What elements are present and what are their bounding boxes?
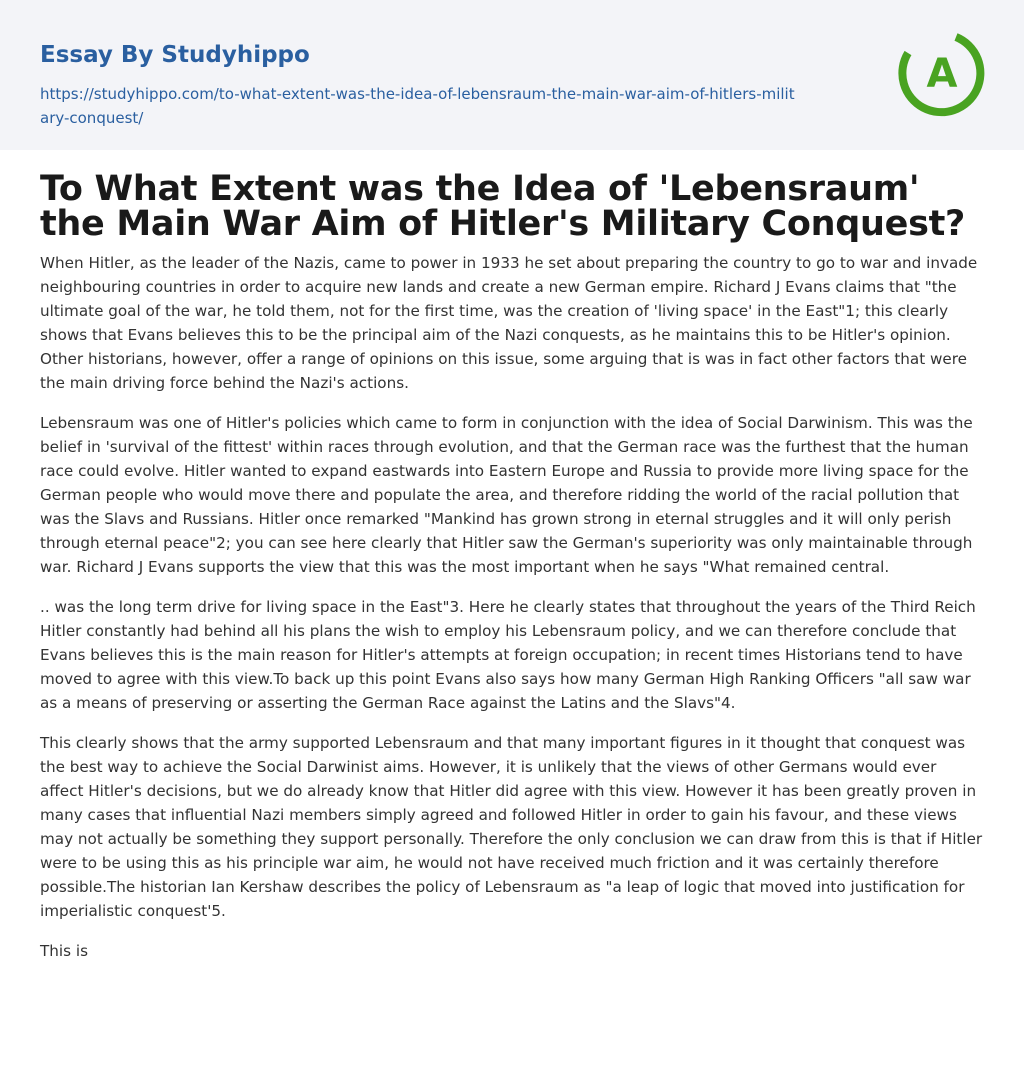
article-title: To What Extent was the Idea of 'Lebensraum' the Main War Aim of Hitler's Military Conquest? xyxy=(40,169,966,244)
source-url-link[interactable]: https://studyhippo.com/to-what-extent-was-the-idea-of-lebensraum-the-main-war-aim-of-hitlers-military-conquest/ xyxy=(40,85,795,127)
article-paragraph-3: .. was the long term drive for living space in the East"3. Here he clearly states that throughout the years of the Third Reich Hitler constantly had behind all his plans the wish to employ his Lebensraum policy, and we can therefore conclude that Evans believes this is the main reason for Hitler's attempts at foreign occupation; in recent times Historians tend to have moved to agree with this view.To back up this point Evans also says how many German High Ranking Officers "all saw war as a means of preserving or asserting the German Race against the Latins and the Slavs"4. xyxy=(40,598,976,712)
article-paragraph-2: Lebensraum was one of Hitler's policies which came to form in conjunction with the idea of Social Darwinism. This was the belief in 'survival of the fittest' within races through evolution, and that the German race was the furthest that the human race could evolve. Hitler wanted to expand eastwards into Eastern Europe and Russia to provide more living space for the German people who would move there and populate the area, and therefore ridding the world of the racial pollution that was the Slavs and Russians. Hitler once remarked "Mankind has grown strong in eternal struggles and it will only perish through eternal peace"2; you can see here clearly that Hitler saw the German's superiority was only maintainable through war. Richard J Evans supports the view that this was the most important when he says "What remained central. xyxy=(40,414,973,576)
article xyxy=(0,169,1024,963)
site-header xyxy=(0,0,1024,150)
studyhippo-a-logo-icon[interactable] xyxy=(898,29,986,117)
site-brand: Essay By Studyhippo xyxy=(40,42,310,68)
logo-letter: A xyxy=(926,51,958,97)
article-paragraph-4: This clearly shows that the army supported Lebensraum and that many important figures in it thought that conquest was the best way to achieve the Social Darwinist aims. However, it is unlikely that the views of other Germans would ever affect Hitler's decisions, but we do already know that Hitler did agree with this view. However it has been greatly proven in many cases that influential Nazi members simply agreed and followed Hitler in order to gain his favour, and these views may not actually be something they support personally. Therefore the only conclusion we can draw from this is that if Hitler were to be using this as his principle war aim, he would not have received much friction and it was certainly therefore possible.The historian Ian Kershaw describes the policy of Lebensraum as "a leap of logic that moved into justification for imperialistic conquest'5. xyxy=(40,734,983,920)
article-paragraph-5: This is xyxy=(40,942,88,960)
article-paragraph-1: When Hitler, as the leader of the Nazis, came to power in 1933 he set about preparing the country to go to war and invade neighbouring countries in order to acquire new lands and create a new German empire. Richard J Evans claims that "the ultimate goal of the war, he told them, not for the first time, was the creation of 'living space' in the East"1; this clearly shows that Evans believes this to be the principal aim of the Nazi conquests, as he maintains this to be Hitler's opinion. Other historians, however, offer a range of opinions on this issue, some arguing that is was in fact other factors that were the main driving force behind the Nazi's actions. xyxy=(40,254,978,392)
